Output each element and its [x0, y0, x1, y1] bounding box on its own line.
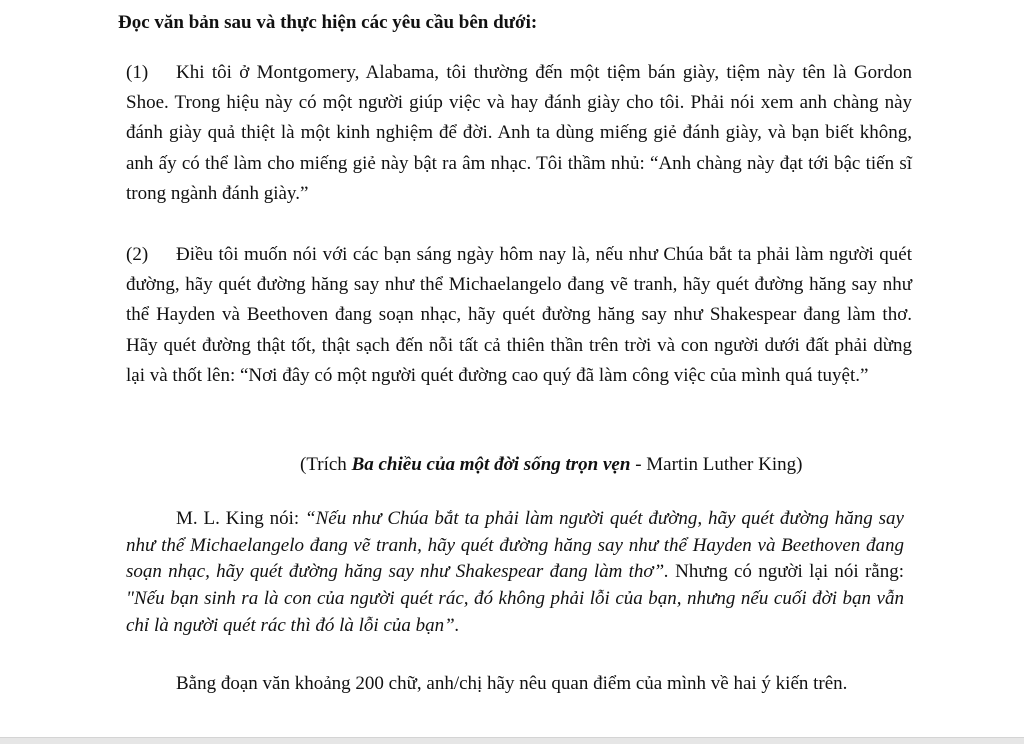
passage-paragraph-1	[126, 58, 912, 209]
passage-paragraph-2	[126, 240, 912, 391]
paragraph-text: Điều tôi muốn nói với các bạn sáng ngày hôm nay là, nếu như Chúa bắt ta phải làm người quét đường, hãy quét đường hăng say như thể Michaelangelo đang vẽ tranh, hãy quét đường hăng say như thể Hayden và Beethoven đang soạn nhạc, hãy quét đường hăng say như Shakespear đang làm thơ. Hãy quét đường thật tốt, thật sạch đến nỗi tất cả thiên thần trên trời và con người dưới đất phải dừng lại và thốt lên: “Nơi đây có một người quét đường cao quý đã làm công việc của mình quá tuyệt.”	[126, 244, 912, 386]
writing-task	[126, 670, 904, 697]
source-citation	[300, 450, 802, 480]
question-quotes	[126, 506, 904, 640]
question-intro: M. L. King nói:	[176, 508, 306, 529]
citation-prefix: (Trích	[300, 454, 352, 475]
question-middle: Nhưng có người lại nói rằng:	[668, 561, 904, 583]
paragraph-number: (2)	[126, 244, 149, 265]
paragraph-number: (1)	[126, 62, 149, 83]
citation-work-title: Ba chiều của một đời sống trọn vẹn	[351, 454, 631, 475]
task-text: Bằng đoạn văn khoảng 200 chữ, anh/chị hãy nêu quan điểm của mình về hai ý kiến trên.	[176, 673, 848, 694]
other-quote: "Nếu bạn sinh ra là con của người quét rác, đó không phải lỗi của bạn, nhưng nếu cuối đời bạn vẫn chỉ là người quét rác thì đó là lỗi của bạn”.	[126, 588, 904, 636]
king-quote: “Nếu như Chúa bắt ta phải làm người quét đường, hãy quét đường hăng say như thể Michaelangelo đang vẽ tranh, hãy quét đường hăng say như thể Hayden và Beethoven đang soạn nhạc, hãy quét đường hăng say như Shakespear đang làm thơ”.	[126, 508, 904, 583]
instruction-heading: Đọc văn bản sau và thực hiện các yêu cầu bên dưới:	[118, 12, 538, 33]
citation-suffix: - Martin Luther King)	[630, 454, 803, 475]
paragraph-text: Khi tôi ở Montgomery, Alabama, tôi thường đến một tiệm bán giày, tiệm này tên là Gordon Shoe. Trong hiệu này có một người giúp việc và hay đánh giày cho tôi. Phải nói xem anh chàng này đánh giày quả thiệt là một kinh nghiệm để đời. Anh ta dùng miếng giẻ đánh giày, và bạn biết không, anh ấy có thể làm cho miếng giẻ này bật ra âm nhạc. Tôi thầm nhủ: “Anh chàng này đạt tới bậc tiến sĩ trong ngành đánh giày.”	[126, 62, 912, 204]
